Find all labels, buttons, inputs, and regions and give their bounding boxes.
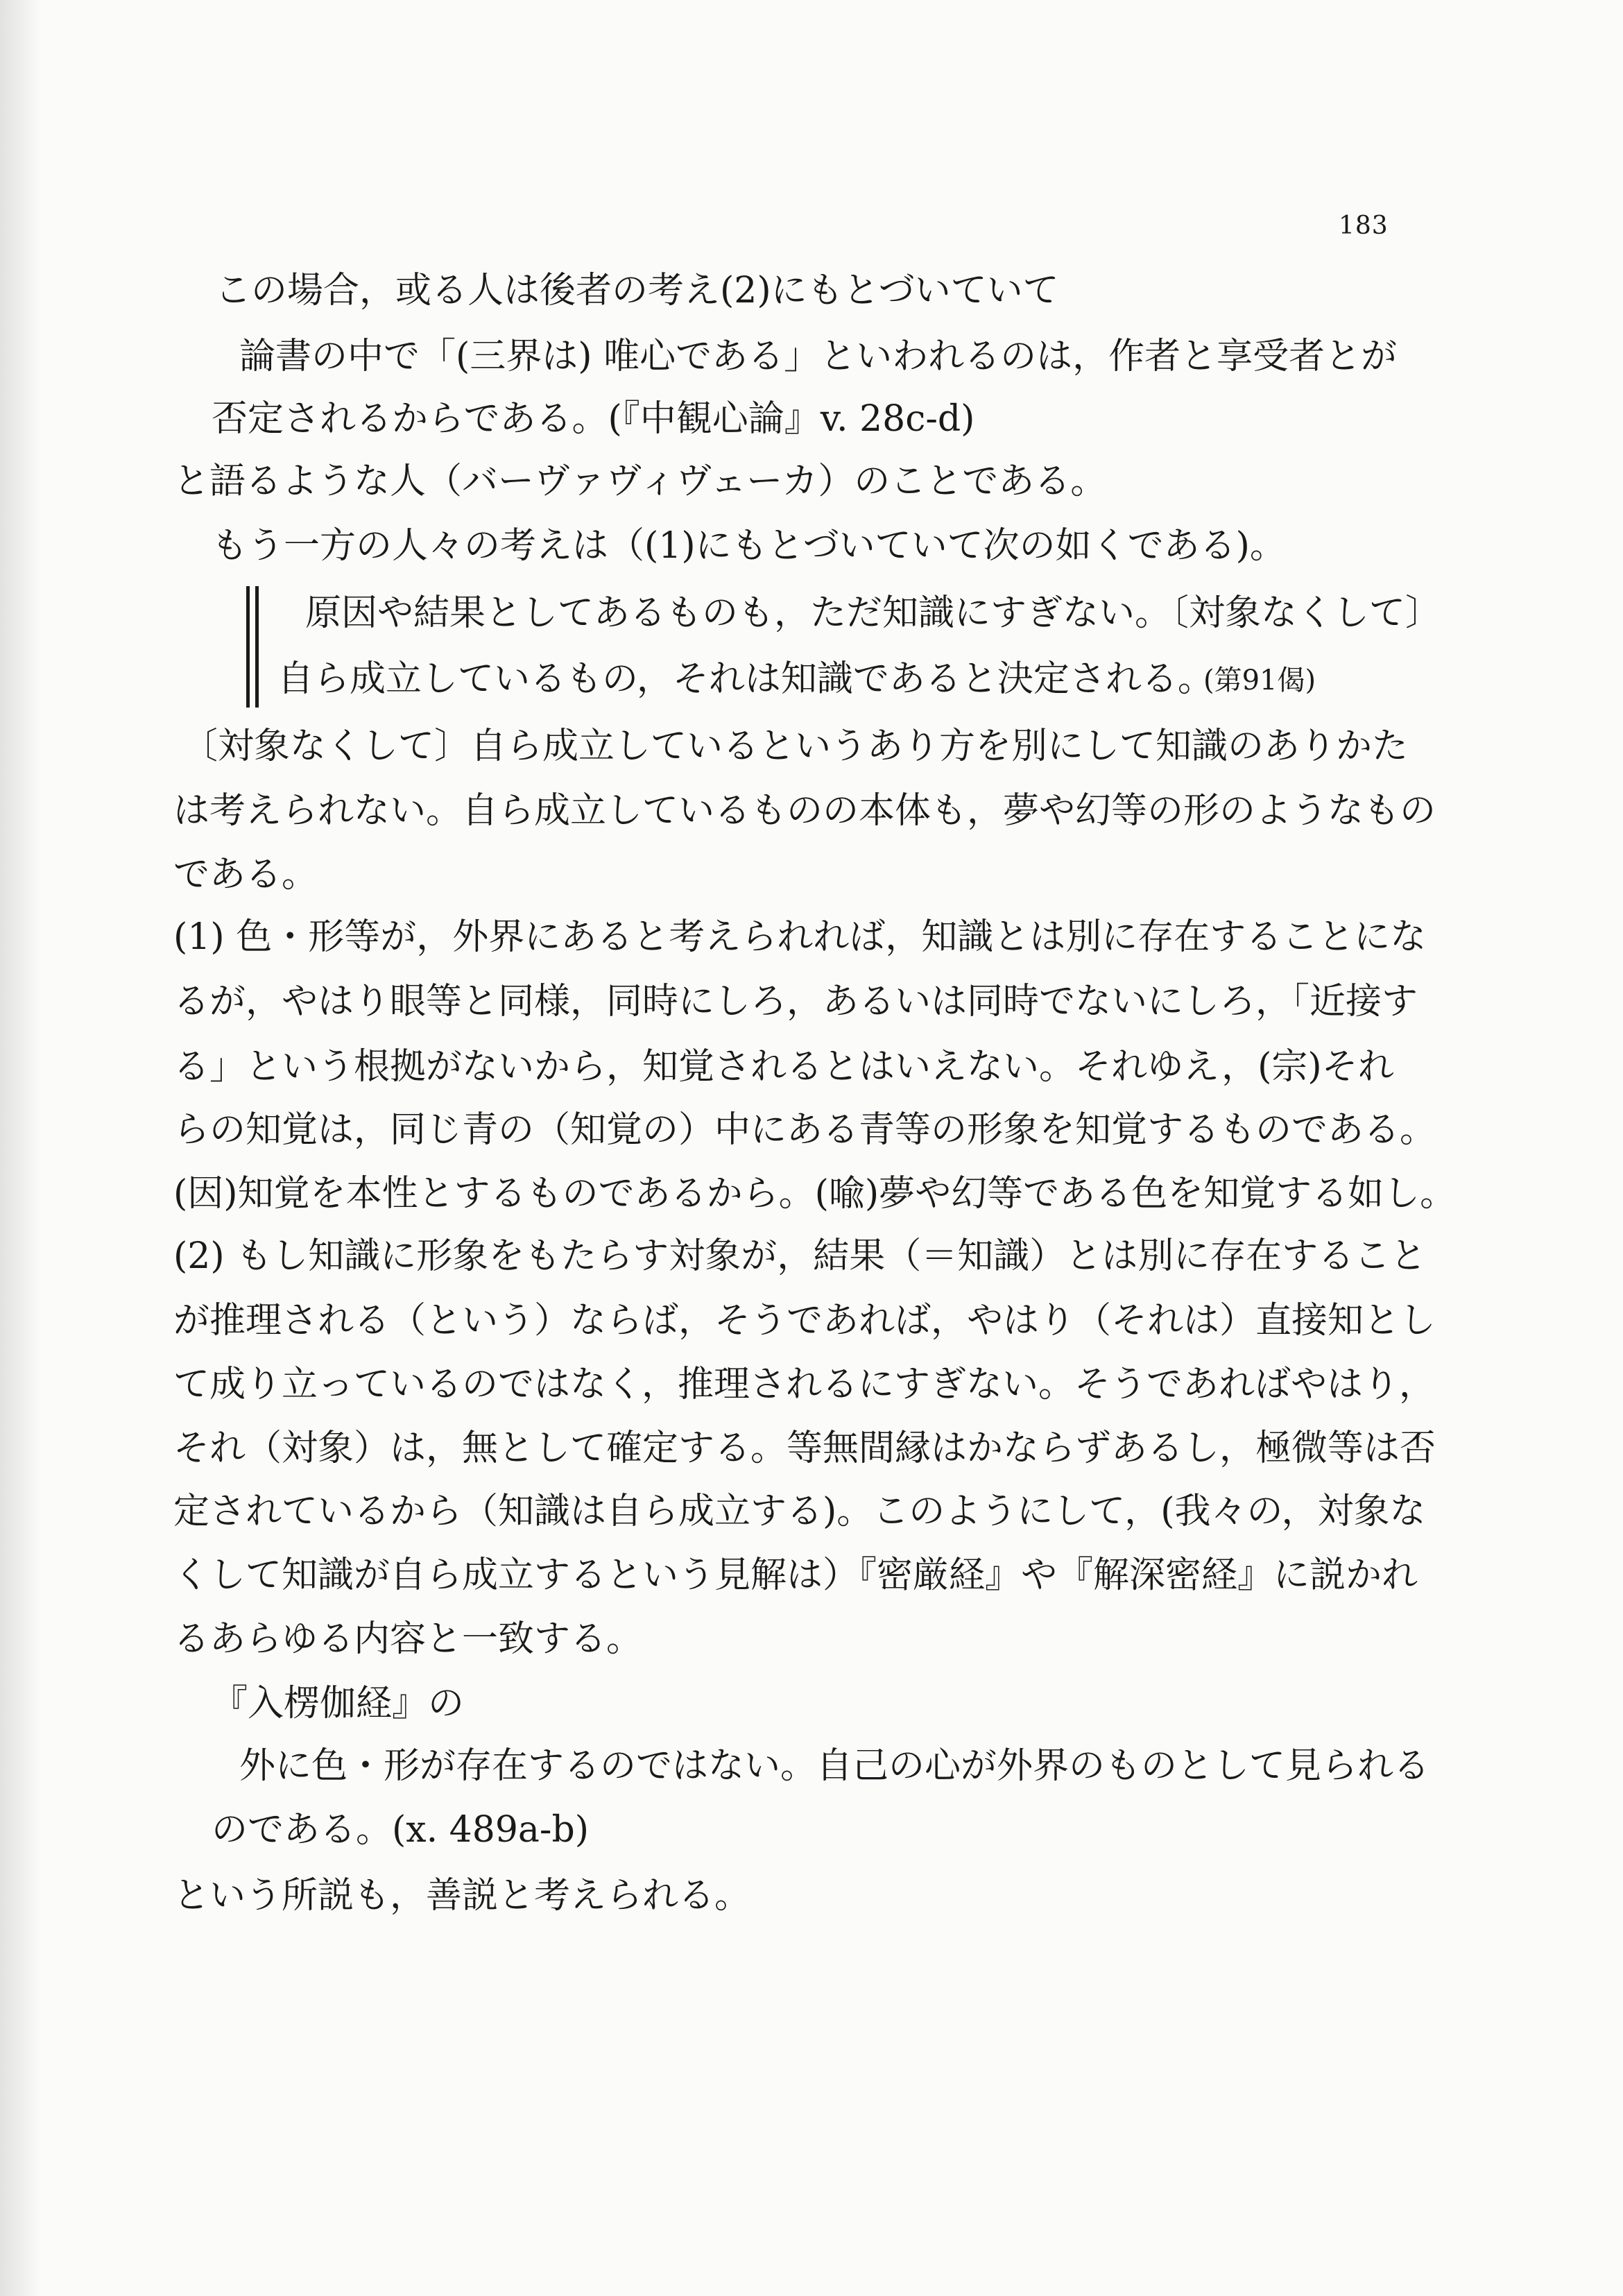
note-line: る」という根拠がないから，知覚されるとはいえない。それゆえ，(宗)それ: [173, 1046, 1394, 1088]
scan-shadow: [0, 0, 42, 2296]
note-line: (2) もし知識に形象をもたらす対象が，結果（＝知識）とは別に存在すること: [173, 1235, 1427, 1277]
text-line: もう一方の人々の考えは（(1)にもとづいていて次の如くである)。: [212, 525, 1286, 567]
text-line: である。: [173, 854, 318, 896]
quote-line: 外に色・形が存在するのではない。自己の心が外界のものとして見られる: [239, 1745, 1430, 1787]
verse-bar-left: [246, 586, 250, 708]
text-line: は考えられない。自ら成立しているものの本体も，夢や幻等の形のようなもの: [173, 790, 1436, 832]
note-line: るあらゆる内容と一致する。: [173, 1618, 643, 1660]
verse-line: 自ら成立しているもの，それは知識であると決定される。: [277, 658, 1214, 700]
quote-line: のである。(x. 489a-b): [212, 1809, 590, 1851]
text-line: と語るような人（バーヴァヴィヴェーカ）のことである。: [173, 461, 1107, 502]
text-line: 〔対象なくして〕自ら成立しているというあり方を別にして知識のありかた: [182, 726, 1409, 767]
verse-citation: (第91偈): [1203, 665, 1316, 696]
verse-line: 原因や結果としてあるものも，ただ知識にすぎない。〔対象なくして〕: [305, 592, 1442, 634]
text-line: 『入楞伽経』の: [212, 1683, 465, 1724]
text-line: この場合，或る人は後者の考え(2)にもとづいていて: [215, 270, 1059, 311]
note-line: らの知覚は，同じ青の（知覚の）中にある青等の形象を知覚するものである。: [173, 1109, 1436, 1151]
text-line: という所説も，善説と考えられる。: [173, 1875, 751, 1917]
note-line: 定されているから（知識は自ら成立する)。このようにして，(我々の，対象な: [173, 1491, 1426, 1532]
note-line: るが，やはり眼等と同様，同時にしろ，あるいは同時でないにしろ，「近接す: [173, 981, 1418, 1022]
quote-line: 論書の中で「(三界は) 唯心である」といわれるのは，作者と享受者とが: [239, 336, 1398, 377]
note-line: て成り立っているのではなく，推理されるにすぎない。そうであればやはり，: [173, 1364, 1435, 1405]
note-line: (1) 色・形等が，外界にあると考えられれば，知識とは別に存在することにな: [173, 916, 1427, 958]
note-line: それ（対象）は，無として確定する。等無間縁はかならずあるし，極微等は否: [173, 1428, 1436, 1469]
page-number: 183: [1339, 212, 1389, 240]
note-line: (因)知覚を本性とするものであるから。(喩)夢や幻等である色を知覚する如し。: [173, 1173, 1457, 1215]
note-line: が推理される（という）ならば，そうであれば，やはり（それは）直接知とし: [173, 1300, 1436, 1342]
note-line: くして知識が自ら成立するという見解は）『密厳経』や『解深密経』に説かれ: [173, 1554, 1418, 1596]
verse-bar-right: [255, 586, 259, 708]
quote-line: 否定されるからである。(『中観心論』v. 28c-d): [212, 398, 975, 440]
